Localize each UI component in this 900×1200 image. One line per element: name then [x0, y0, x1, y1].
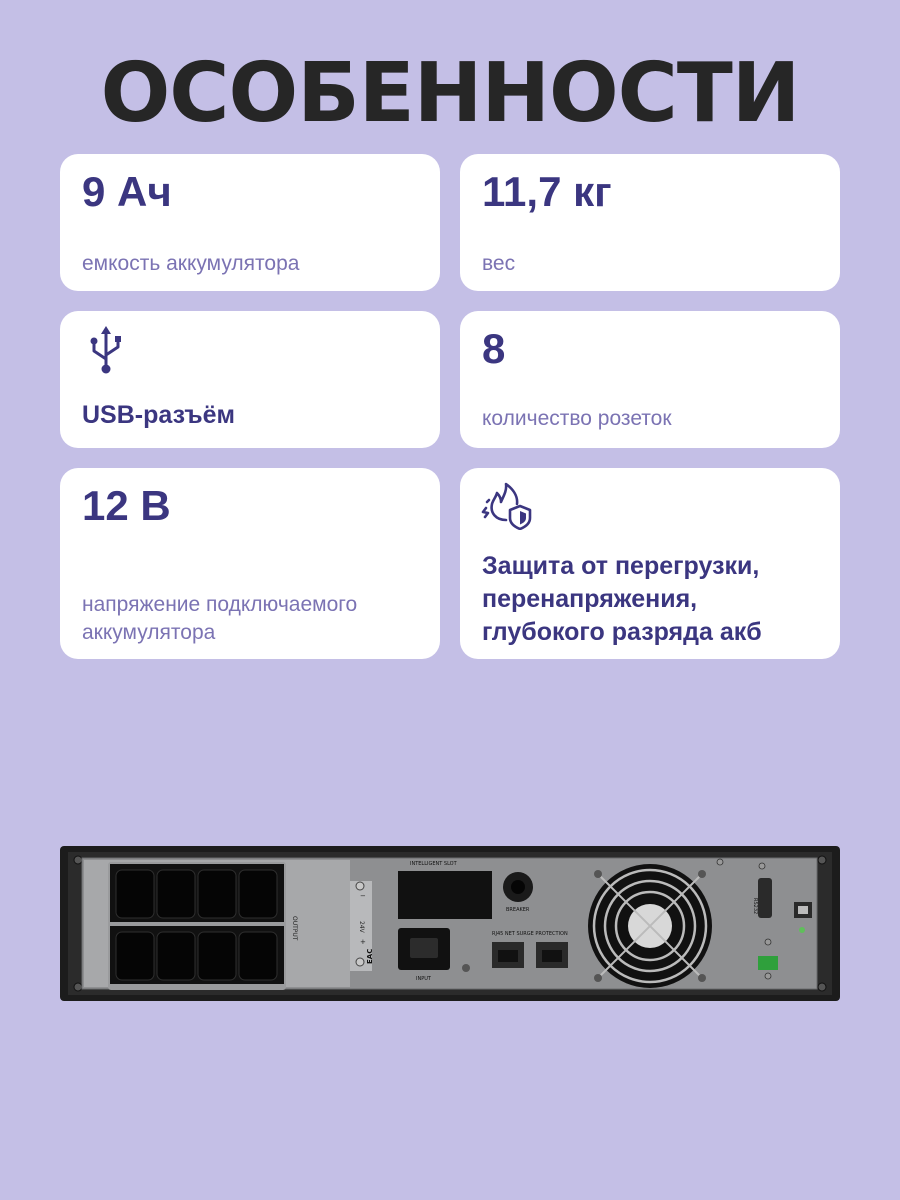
battery-capacity-label: емкость аккумулятора: [82, 252, 300, 275]
breaker-label: BREAKER: [506, 907, 530, 913]
usb-label: USB-разъём: [82, 401, 236, 429]
volt-label: 24V: [358, 921, 365, 933]
minus-label: −: [360, 892, 366, 900]
voltage-label-line1: напряжение подключаемого: [82, 593, 358, 616]
weight-label: вес: [482, 252, 516, 275]
feature-card-weight: [460, 154, 840, 291]
battery-capacity-value: 9 Ач: [82, 168, 172, 215]
feature-card-battery-capacity: [60, 154, 440, 291]
plus-label: +: [360, 938, 366, 946]
outlets-value: 8: [482, 325, 506, 372]
page-title: ОСОБЕННОСТИ: [100, 46, 800, 141]
output-label: OUTPUT: [291, 916, 298, 941]
feature-card-outlets: [460, 311, 840, 448]
usb-icon: [88, 325, 124, 380]
fire-shield-icon: [480, 480, 534, 535]
protection-label-line2: перенапряжения,: [482, 585, 698, 613]
input-label: INPUT: [416, 976, 431, 982]
outlets-label: количество розеток: [482, 407, 672, 430]
rs232-label: RS232: [752, 898, 758, 915]
weight-value: 11,7 кг: [482, 168, 612, 215]
intelligent-slot-label: INTELLIGENT SLOT: [410, 861, 457, 867]
protection-label-line1: Защита от перегрузки,: [482, 552, 760, 580]
feature-card-usb: [60, 311, 440, 448]
voltage-value: 12 В: [82, 482, 171, 529]
feature-card-voltage: [60, 468, 440, 659]
feature-card-protection: [460, 468, 840, 659]
voltage-label-line2: аккумулятора: [82, 621, 216, 644]
ups-rear-panel-image: [60, 846, 840, 1006]
rj45-label: RJ45 NET SURGE PROTECTION: [492, 931, 568, 937]
eac-label: EAC: [366, 948, 374, 964]
protection-label-line3: глубокого разряда акб: [482, 618, 762, 646]
